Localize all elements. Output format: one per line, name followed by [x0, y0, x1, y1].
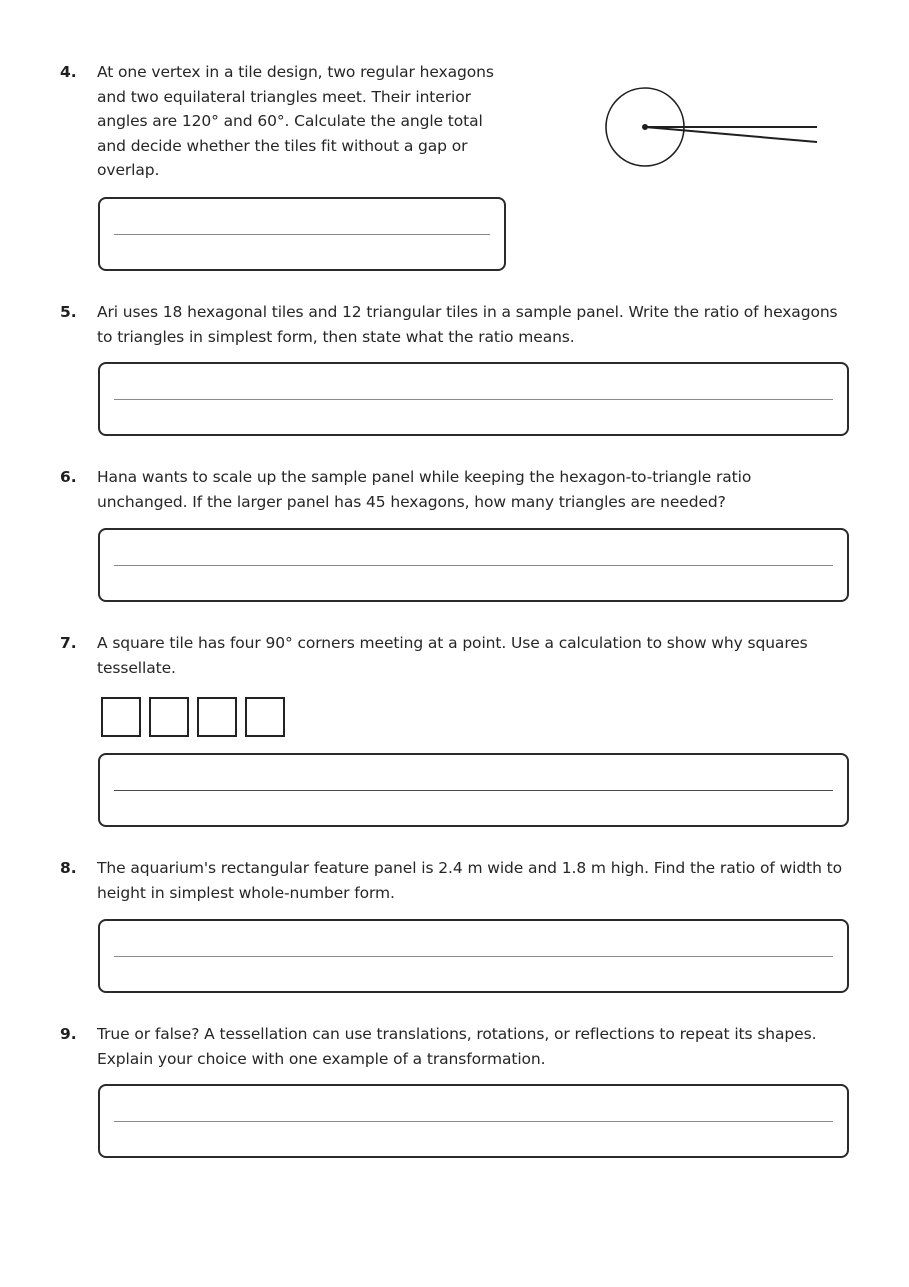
- question-text: [97, 60, 517, 183]
- question-text: [97, 465, 857, 514]
- answer-line: [114, 565, 833, 566]
- question-text-line: unchanged. If the larger panel has 45 hexagons, how many triangles are needed?: [97, 492, 726, 511]
- question-text-line: A square tile has four 90° corners meeting at a point. Use a calculation to show why squares: [97, 634, 808, 652]
- question-text-line: At one vertex in a tile design, two regular hexagons: [97, 63, 494, 81]
- question-text-line: and two equilateral triangles meet. Their interior: [97, 87, 471, 106]
- question-number: 8.: [60, 859, 77, 877]
- question-number: 7.: [60, 634, 77, 652]
- square-tile: [149, 697, 189, 737]
- answer-line: [114, 399, 833, 400]
- question-text: [97, 856, 857, 905]
- question-text-line: Hana wants to scale up the sample panel while keeping the hexagon-to-triangle ratio: [97, 468, 752, 486]
- question-text: [97, 300, 857, 349]
- square-tile: [101, 697, 141, 737]
- question-text-line: and decide whether the tiles fit without a gap or: [97, 136, 468, 155]
- answer-box[interactable]: [98, 919, 849, 993]
- question-text-line: Explain your choice with one example of a transformation.: [97, 1049, 546, 1068]
- question-text-line: to triangles in simplest form, then state what the ratio means.: [97, 327, 575, 346]
- vertex-point: [642, 124, 648, 130]
- question-text-line: Ari uses 18 hexagonal tiles and 12 triangular tiles in a sample panel. Write the ratio of hexagons: [97, 303, 838, 321]
- answer-line: [114, 790, 833, 791]
- question-number: 4.: [60, 63, 77, 81]
- answer-box[interactable]: [98, 528, 849, 602]
- question-text-line: height in simplest whole-number form.: [97, 883, 395, 902]
- answer-line: [114, 1121, 833, 1122]
- square-tile: [245, 697, 285, 737]
- question-text-line: overlap.: [97, 161, 160, 179]
- question-text-line: tessellate.: [97, 658, 176, 677]
- vertex-angle-diagram: [590, 80, 830, 180]
- question-number: 6.: [60, 468, 77, 486]
- square-tile: [197, 697, 237, 737]
- answer-box[interactable]: [98, 753, 849, 827]
- question-text: [97, 1022, 857, 1071]
- question-text: [97, 631, 857, 680]
- question-text-line: angles are 120° and 60°. Calculate the angle total: [97, 112, 483, 130]
- answer-line: [114, 956, 833, 957]
- question-number: 5.: [60, 303, 77, 321]
- question-number: 9.: [60, 1025, 77, 1043]
- answer-line: [114, 234, 490, 235]
- answer-box[interactable]: [98, 1084, 849, 1158]
- answer-box[interactable]: [98, 362, 849, 436]
- angle-ray-lower: [645, 127, 817, 142]
- question-text-line: True or false? A tessellation can use translations, rotations, or reflections to repeat its shapes.: [97, 1025, 817, 1043]
- answer-box[interactable]: [98, 197, 506, 271]
- question-text-line: The aquarium's rectangular feature panel is 2.4 m wide and 1.8 m high. Find the ratio of width to: [97, 859, 842, 877]
